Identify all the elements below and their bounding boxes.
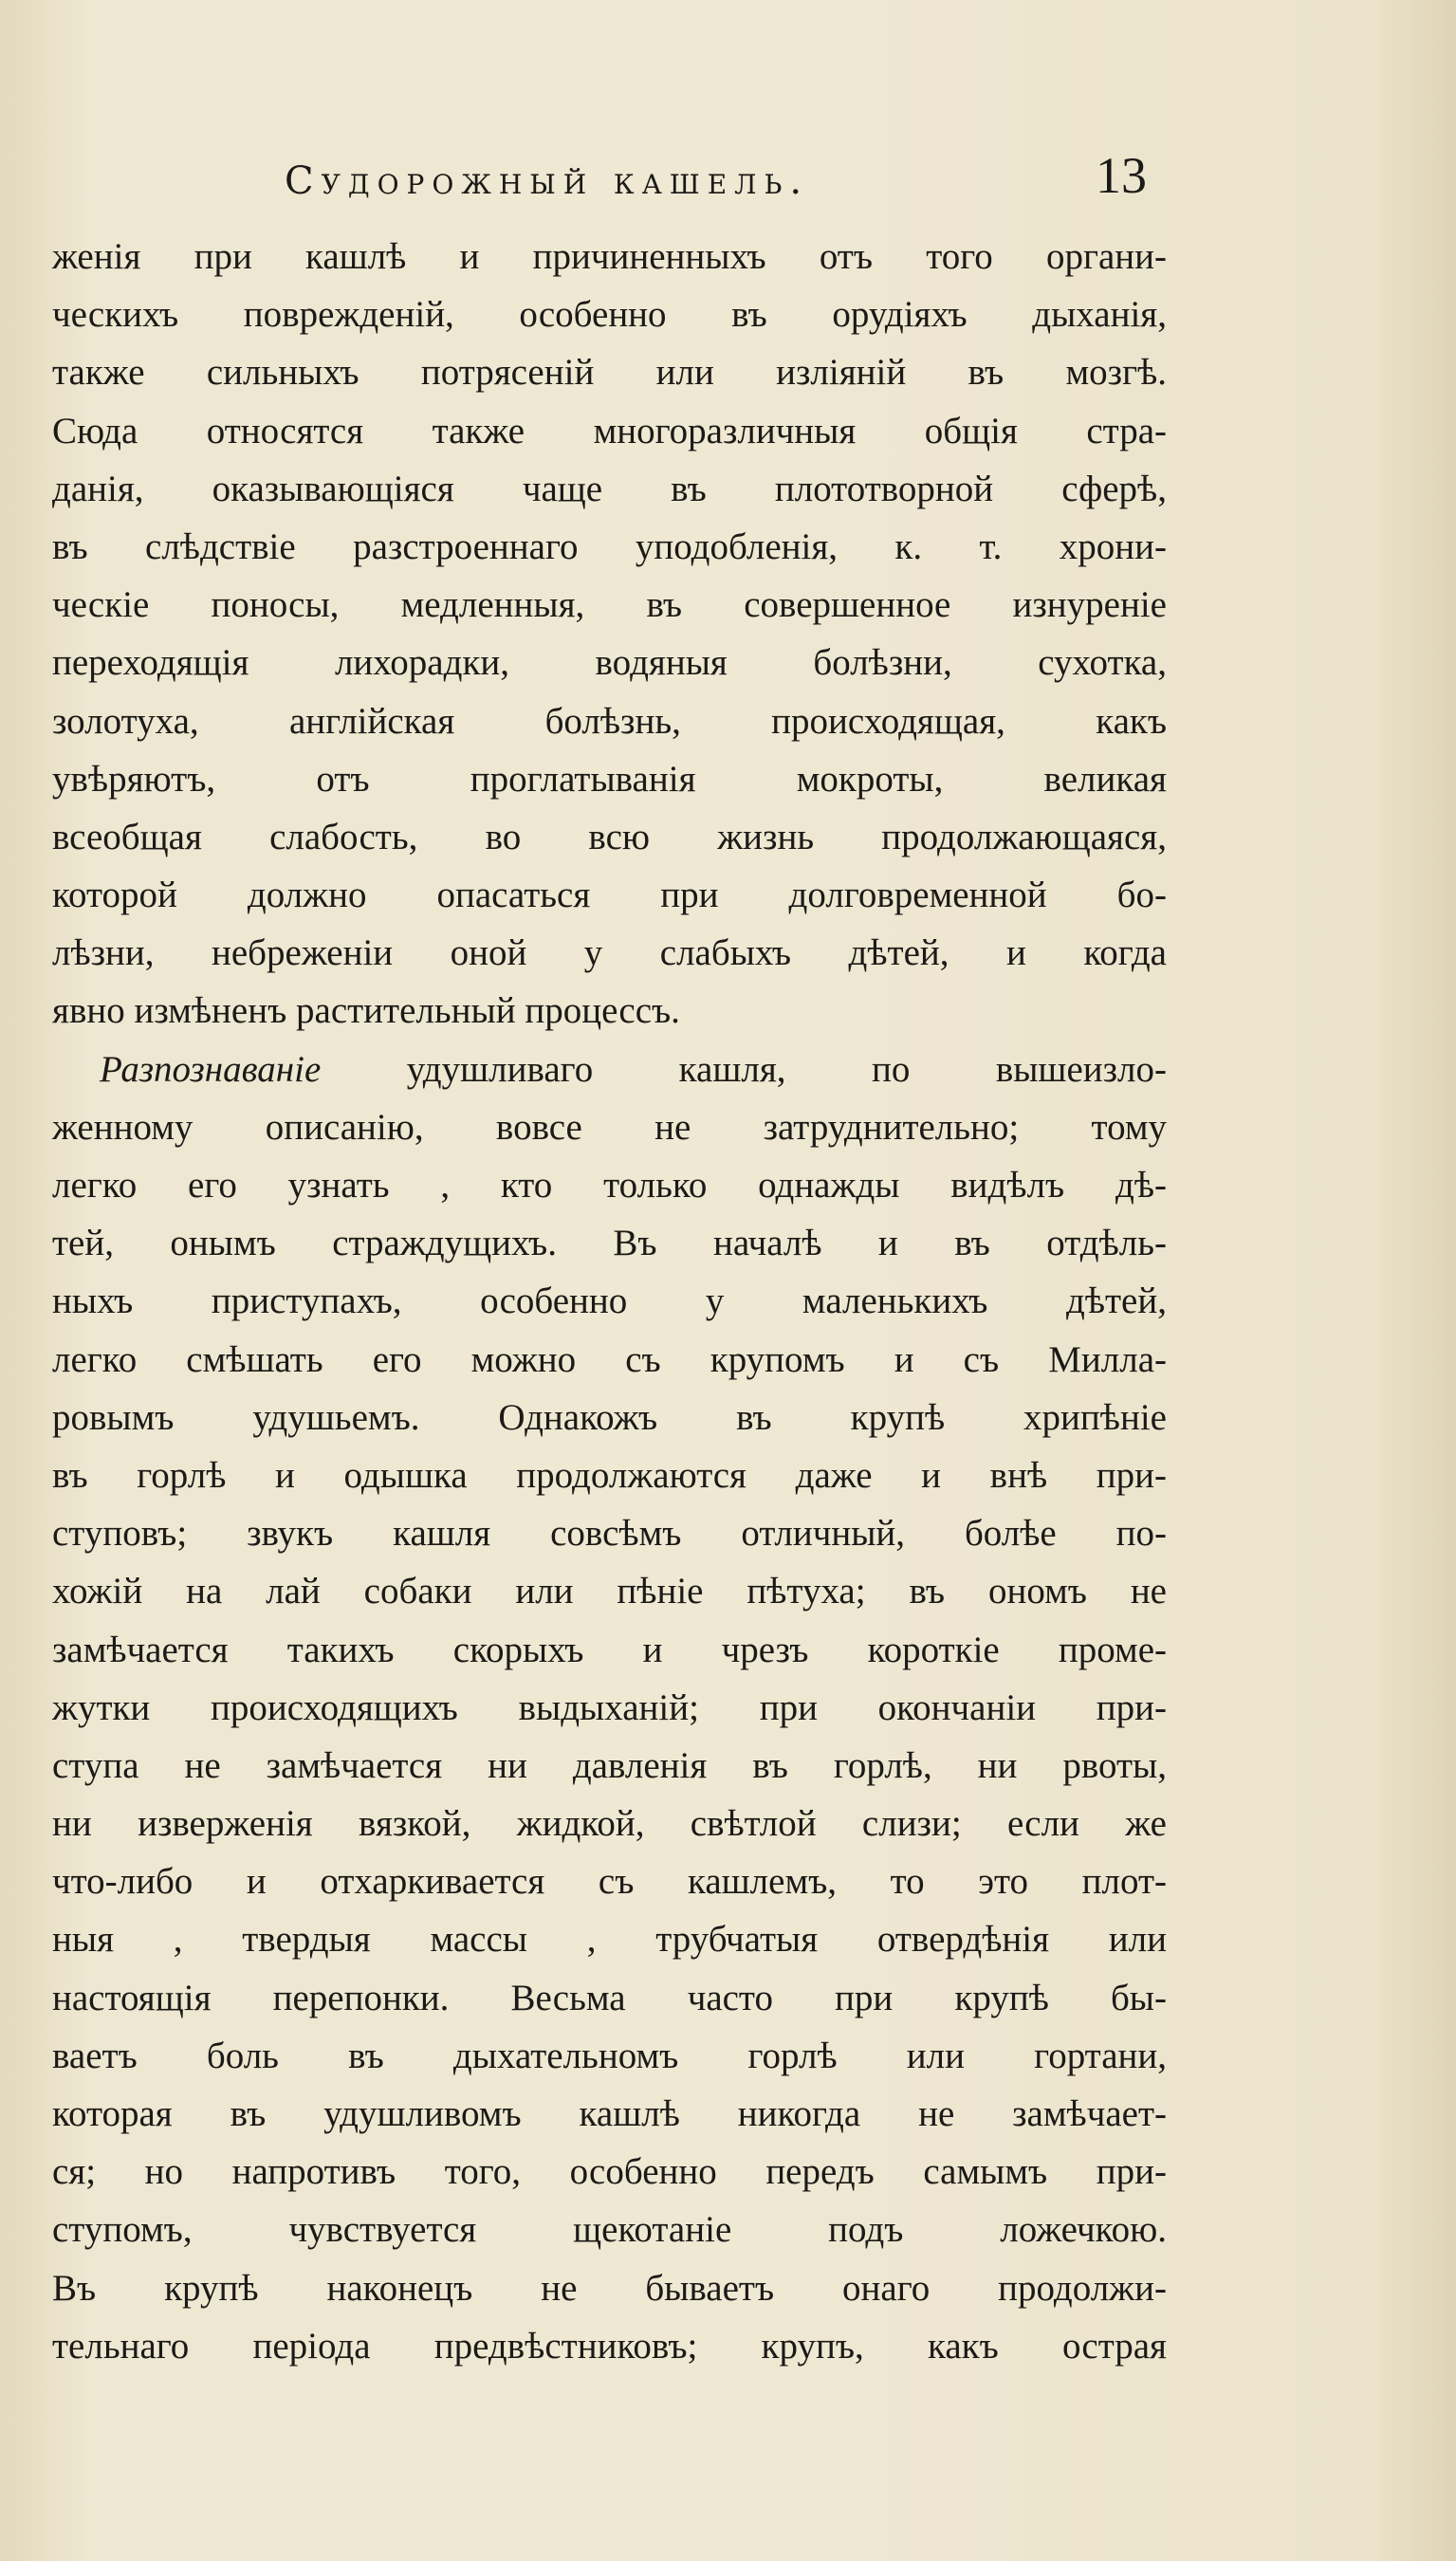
text-line: которая въ удушливомъ кашлѣ никогда не замѣчает-: [52, 2093, 1167, 2134]
text-line: Въ крупѣ наконецъ не бываетъ онаго продолжи-: [52, 2267, 1167, 2309]
text-line: женному описанію, вовсе не затруднительно; тому: [52, 1106, 1167, 1148]
text-line: ся; но напротивъ того, особенно передъ самымъ при-: [52, 2151, 1167, 2193]
text-line: золотуха, англійская болѣзнь, происходящая, какъ: [52, 700, 1167, 742]
text-line: переходящія лихорадки, водяныя болѣзни, сухотка,: [52, 642, 1167, 684]
text-line: ступа не замѣчается ни давленія въ горлѣ, ни рвоты,: [52, 1744, 1167, 1786]
text-line: которой должно опасаться при долговременной бо-: [52, 875, 1167, 916]
text-line: ровымъ удушьемъ. Однакожъ въ крупѣ хрипѣніе: [52, 1396, 1167, 1438]
text-line: въ горлѣ и одышка продолжаются даже и внѣ при-: [52, 1454, 1167, 1496]
text-line: ступомъ, чувствуется щекотаніе подъ ложечкою.: [52, 2209, 1167, 2251]
text-line: ступовъ; звукъ кашля совсѣмъ отличный, болѣе по-: [52, 1513, 1167, 1555]
text-line: что-либо и отхаркивается съ кашлемъ, то это плот-: [52, 1861, 1167, 1903]
text-line: данія, оказывающіяся чаще въ плототворной сферѣ,: [52, 468, 1167, 509]
text-line: увѣряютъ, отъ проглатыванія мокроты, великая: [52, 758, 1167, 800]
text-line: легко его узнать , кто только однажды видѣлъ дѣ-: [52, 1165, 1167, 1206]
text-line: хожій на лай собаки или пѣніе пѣтуха; въ ономъ не: [52, 1571, 1167, 1612]
paragraph-lead-line: [52, 1041, 1167, 1098]
running-head: Судорожный кашель.: [285, 159, 810, 203]
text-line: легко смѣшать его можно съ крупомъ и съ Милла-: [52, 1338, 1167, 1380]
text-line: ныхъ приступахъ, особенно у маленькихъ дѣтей,: [52, 1280, 1167, 1322]
text-line: женія при кашлѣ и причиненныхъ отъ того органи-: [52, 236, 1167, 277]
text-line: въ слѣдствіе разстроеннаго уподобленія, к. т. хрони-: [52, 525, 1167, 567]
text-line: тельнаго періода предвѣстниковъ; крупъ, какъ острая: [52, 2325, 1167, 2367]
page-number: 13: [1096, 147, 1147, 204]
text-line: ни изверженія вязкой, жидкой, свѣтлой слизи; если же: [52, 1803, 1167, 1845]
text-line: лѣзни, небреженіи оной у слабыхъ дѣтей, и когда: [52, 932, 1167, 974]
text-line: ныя , твердыя массы , трубчатыя отвердѣнія или: [52, 1919, 1167, 1961]
text-line: жутки происходящихъ выдыханій; при окончаніи при-: [52, 1686, 1167, 1728]
page-header: [0, 142, 1456, 218]
text-line: явно измѣненъ растительный процессъ.: [52, 990, 680, 1032]
lead-line-rest: удушливаго кашля, по вышеизло-: [321, 1048, 1167, 1090]
italic-term: Разпознаваніе: [100, 1048, 322, 1090]
text-line: ческихъ поврежденій, особенно въ орудіяхъ дыханія,: [52, 294, 1167, 336]
text-line: настоящія перепонки. Весьма часто при крупѣ бы-: [52, 1977, 1167, 2018]
text-line: также сильныхъ потрясеній или изліяній въ мозгѣ.: [52, 352, 1167, 394]
text-line: тей, онымъ страждущихъ. Въ началѣ и въ отдѣль-: [52, 1223, 1167, 1264]
text-line: всеобщая слабость, во всю жизнь продолжающаяся,: [52, 816, 1167, 857]
body-text: [52, 228, 1167, 2375]
text-line: ваетъ боль въ дыхательномъ горлѣ или гортани,: [52, 2035, 1167, 2076]
text-line: замѣчается такихъ скорыхъ и чрезъ короткіе проме-: [52, 1629, 1167, 1670]
text-line: Сюда относятся также многоразличныя общія стра-: [52, 410, 1167, 451]
text-line: ческіе поносы, медленныя, въ совершенное изнуреніе: [52, 584, 1167, 626]
